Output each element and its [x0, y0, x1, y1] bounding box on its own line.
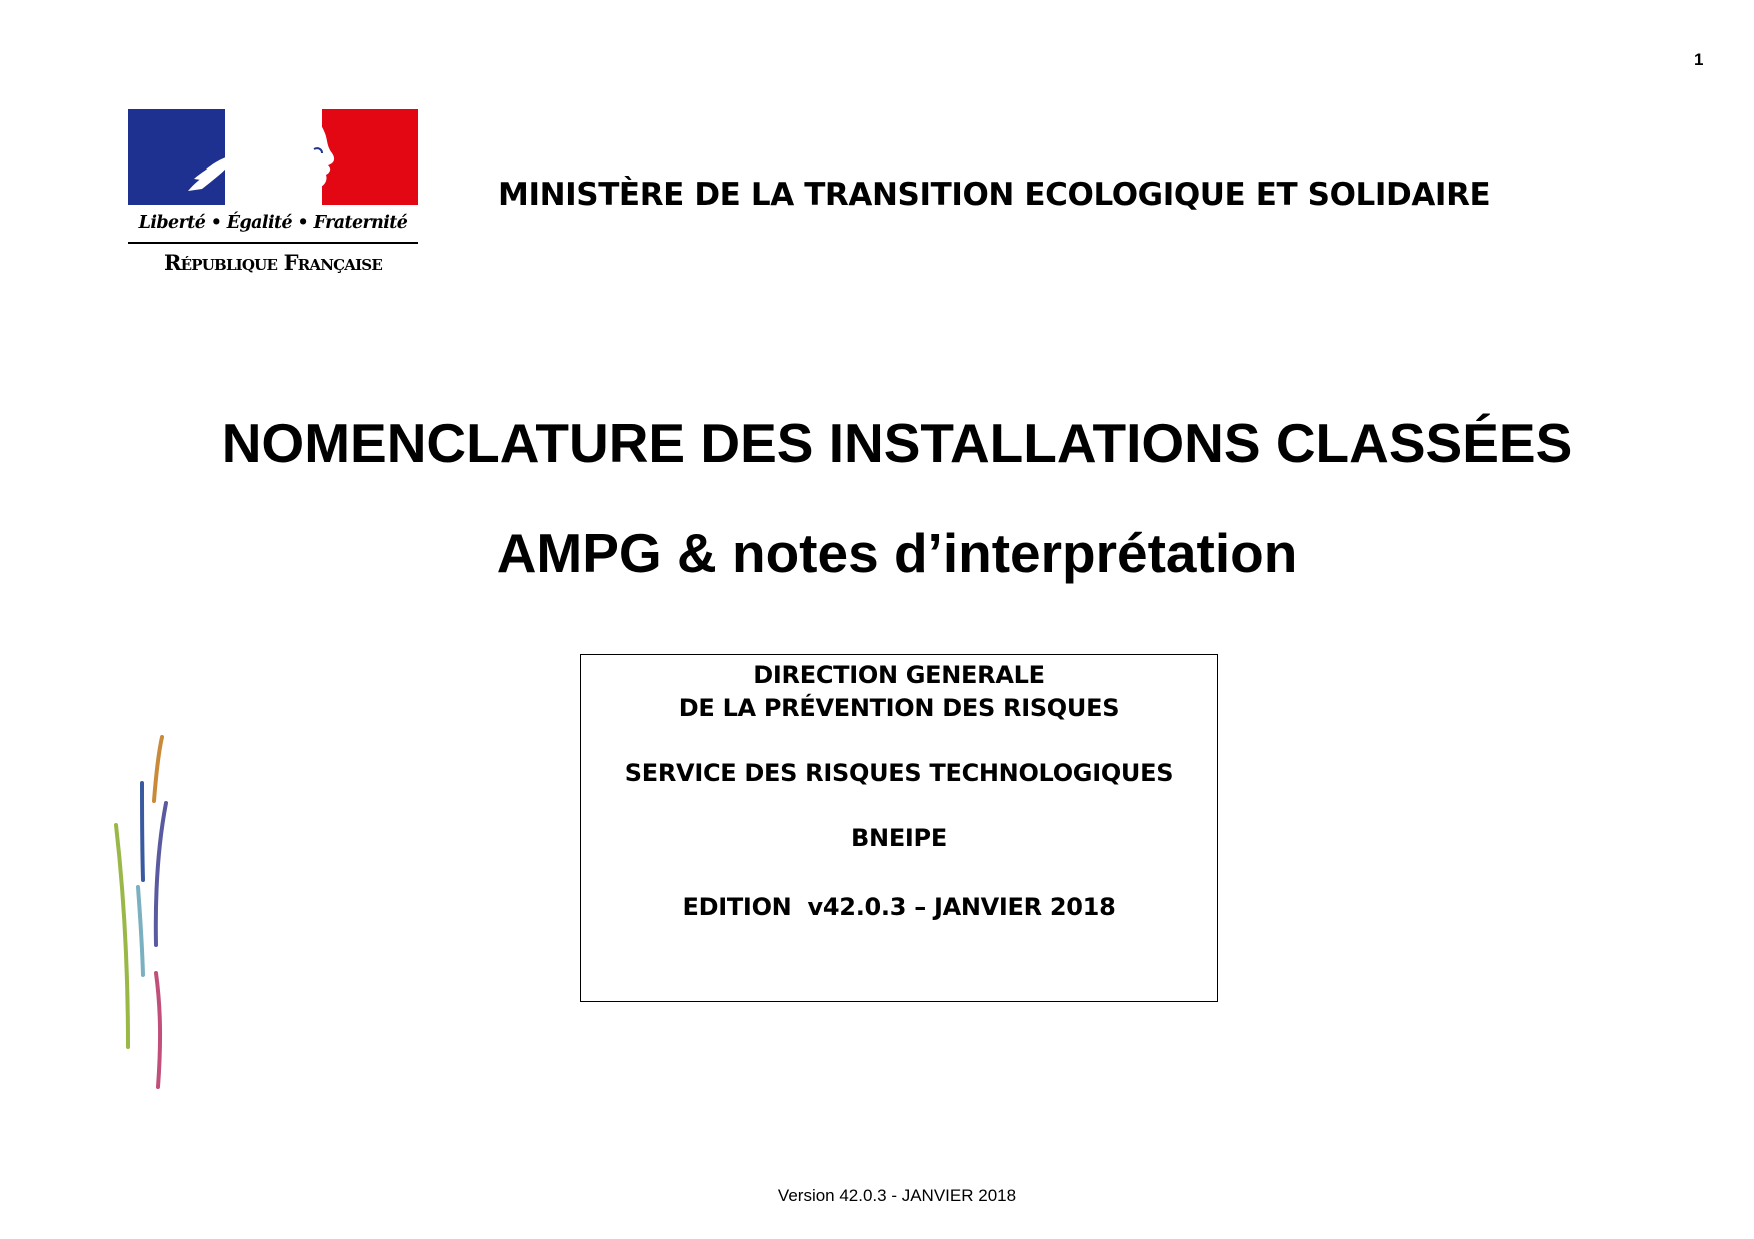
- ministry-name: MINISTÈRE DE LA TRANSITION ECOLOGIQUE ET SOLIDAIRE: [498, 177, 1491, 213]
- ribbon-indigo: [156, 803, 166, 945]
- marianne-flag-icon: [128, 109, 418, 209]
- ribbon-pink: [156, 973, 160, 1087]
- edition-line: EDITION v42.0.3 – JANVIER 2018: [682, 893, 1116, 921]
- direction-line-2: DE LA PRÉVENTION DES RISQUES: [678, 694, 1120, 722]
- decorative-ribbons-icon: [108, 735, 178, 1095]
- bureau-name: BNEIPE: [851, 824, 947, 852]
- document-title: NOMENCLATURE DES INSTALLATIONS CLASSÉES: [221, 412, 1573, 474]
- ribbon-teal: [138, 887, 143, 975]
- logo-republique-francaise: République Française: [164, 250, 382, 275]
- ribbon-green: [116, 825, 128, 1047]
- direction-line-1: DIRECTION GENERALE: [753, 661, 1045, 689]
- service-name: SERVICE DES RISQUES TECHNOLOGIQUES: [624, 759, 1174, 787]
- ribbon-blue: [142, 783, 143, 880]
- ribbon-orange: [154, 737, 162, 801]
- document-subtitle: AMPG & notes d’interprétation: [496, 522, 1298, 584]
- page-number: 1: [1694, 50, 1704, 69]
- logo-divider: [128, 242, 418, 244]
- publisher-info-box: [580, 654, 1218, 1002]
- version-footer: Version 42.0.3 - JANVIER 2018: [777, 1186, 1017, 1205]
- republique-francaise-logo: [128, 109, 418, 281]
- logo-motto: Liberté • Égalité • Fraternité: [138, 213, 408, 233]
